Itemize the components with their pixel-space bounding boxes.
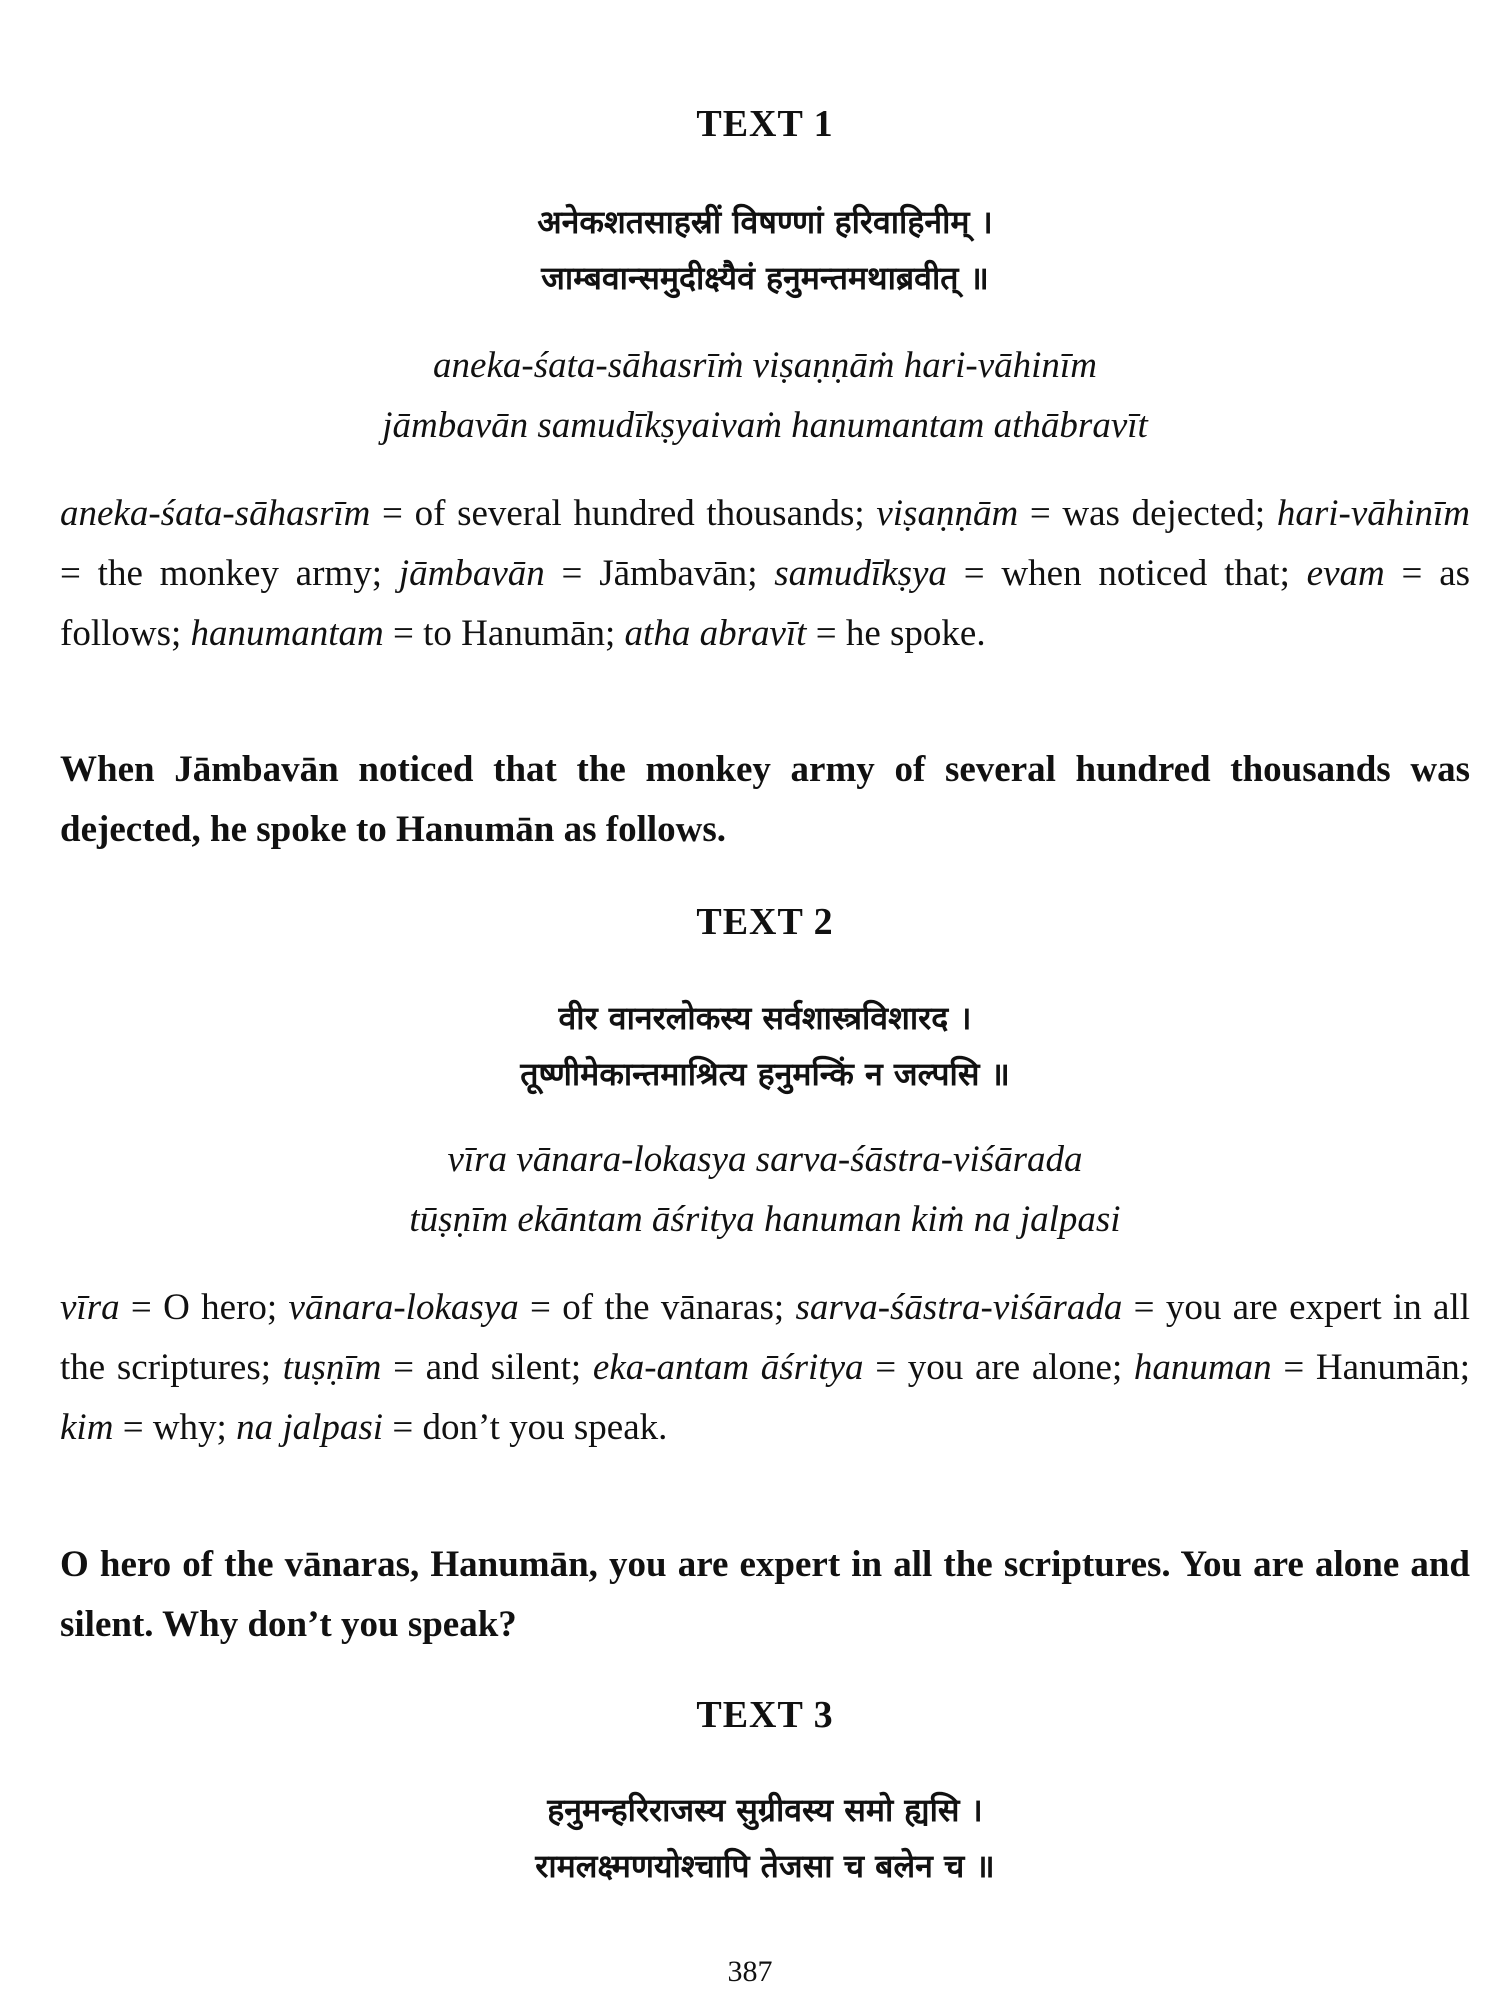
gloss-meaning: of the vānaras bbox=[562, 1287, 774, 1328]
gloss-meaning: O hero bbox=[163, 1287, 267, 1328]
text-1-heading: TEXT 1 bbox=[696, 103, 834, 145]
gloss-term: hari-vāhinīm bbox=[1276, 493, 1471, 534]
gloss-meaning: he spoke bbox=[845, 613, 977, 654]
devanagari-line: रामलक्ष्मणयोश्चापि तेजसा च बलेन च ॥ bbox=[535, 1847, 995, 1885]
text-1-translation: When Jāmbavān noticed that the monkey army of several hundred thousands was dejected, he spoke to Hanumān as follows. bbox=[60, 749, 1470, 850]
gloss-term: tuṣṇīm bbox=[282, 1347, 382, 1388]
gloss-term: samudīkṣya bbox=[774, 553, 947, 594]
text-2-word-meanings: vīra = O hero; vānara-lokasya = of the vānaras; sarva-śāstra-viśārada = you are expert in all the scriptures; tuṣṇīm = and silent; eka-antam āśritya = you are alone; hanuman = Hanumān; kim = why; na jalpasi = don’t you speak. bbox=[60, 1287, 1471, 1448]
transliteration-line: tūṣṇīm ekāntam āśritya hanuman kiṁ na jalpasi bbox=[409, 1199, 1121, 1240]
text-2-translation: O hero of the vānaras, Hanumān, you are expert in all the scriptures. You are alone and silent. Why don’t you speak? bbox=[60, 1544, 1470, 1645]
gloss-term: vīra bbox=[60, 1287, 120, 1328]
transliteration-line: vīra vānara-lokasya sarva-śāstra-viśārada bbox=[447, 1139, 1083, 1180]
gloss-term: evam bbox=[1306, 553, 1385, 594]
devanagari-line: जाम्बवान्समुदीक्ष्यैवं हनुमन्तमथाब्रवीत् ॥ bbox=[541, 259, 989, 297]
text-2-transliteration bbox=[60, 1130, 1470, 1250]
text-2-heading: TEXT 2 bbox=[696, 901, 834, 943]
gloss-term: sarva-śāstra-viśārada bbox=[795, 1287, 1123, 1328]
gloss-term: na jalpasi bbox=[236, 1407, 384, 1448]
text-1-devanagari bbox=[60, 194, 1470, 306]
gloss-term: atha abravīt bbox=[624, 613, 807, 654]
page-number: 387 bbox=[727, 1955, 773, 1988]
transliteration-line: aneka-śata-sāhasrīṁ viṣaṇṇāṁ hari-vāhinīm bbox=[433, 345, 1097, 386]
gloss-term: viṣaṇṇām bbox=[876, 493, 1019, 534]
devanagari-line: अनेकशतसाहस्रीं विषण्णां हरिवाहिनीम् । bbox=[537, 203, 993, 241]
gloss-meaning: Jāmbavān bbox=[599, 553, 748, 594]
gloss-meaning: to Hanumān bbox=[423, 613, 606, 654]
devanagari-line: वीर वानरलोकस्य सर्वशास्त्रविशारद । bbox=[558, 999, 972, 1037]
gloss-term: aneka-śata-sāhasrīm bbox=[60, 493, 371, 534]
gloss-meaning: don’t you speak bbox=[422, 1407, 659, 1448]
transliteration-line: jāmbavān samudīkṣyaivaṁ hanumantam athābravīt bbox=[382, 405, 1148, 446]
gloss-meaning: you are alone bbox=[907, 1347, 1112, 1388]
text-3-devanagari bbox=[60, 1782, 1470, 1894]
gloss-term: vānara-lokasya bbox=[288, 1287, 519, 1328]
devanagari-line: तूष्णीमेकान्तमाश्रित्य हनुमन्किं न जल्पसि ॥ bbox=[520, 1055, 1010, 1093]
gloss-meaning: as follows bbox=[60, 553, 1471, 654]
gloss-meaning: the monkey army bbox=[97, 553, 372, 594]
gloss-term: eka-antam āśritya bbox=[592, 1347, 864, 1388]
devanagari-line: हनुमन्हरिराजस्य सुग्रीवस्य समो ह्यसि । bbox=[547, 1791, 983, 1829]
gloss-term: hanuman bbox=[1133, 1347, 1272, 1388]
gloss-term: kim bbox=[60, 1407, 114, 1448]
text-3-heading: TEXT 3 bbox=[696, 1694, 834, 1736]
gloss-meaning: why bbox=[152, 1407, 217, 1448]
text-1-transliteration bbox=[60, 336, 1470, 456]
gloss-meaning: and silent bbox=[425, 1347, 571, 1388]
gloss-term: hanumantam bbox=[190, 613, 384, 654]
text-1-word-meanings: aneka-śata-sāhasrīm = of several hundred thousands; viṣaṇṇām = was dejected; hari-vāhinīm = the monkey army; jāmbavān = Jāmbavān; samudīkṣya = when noticed that; evam = as follows; hanumantam = to Hanumān; atha abravīt = he spoke. bbox=[60, 493, 1471, 654]
gloss-meaning: was dejected bbox=[1062, 493, 1255, 534]
gloss-meaning: of several hundred thousands bbox=[414, 493, 855, 534]
text-2-devanagari bbox=[60, 990, 1470, 1102]
book-page bbox=[60, 0, 1470, 2000]
gloss-term: jāmbavān bbox=[398, 553, 545, 594]
gloss-meaning: Hanumān bbox=[1315, 1347, 1460, 1388]
gloss-meaning: you are expert in all the scriptures bbox=[60, 1287, 1471, 1388]
gloss-meaning: when noticed that bbox=[1001, 553, 1280, 594]
